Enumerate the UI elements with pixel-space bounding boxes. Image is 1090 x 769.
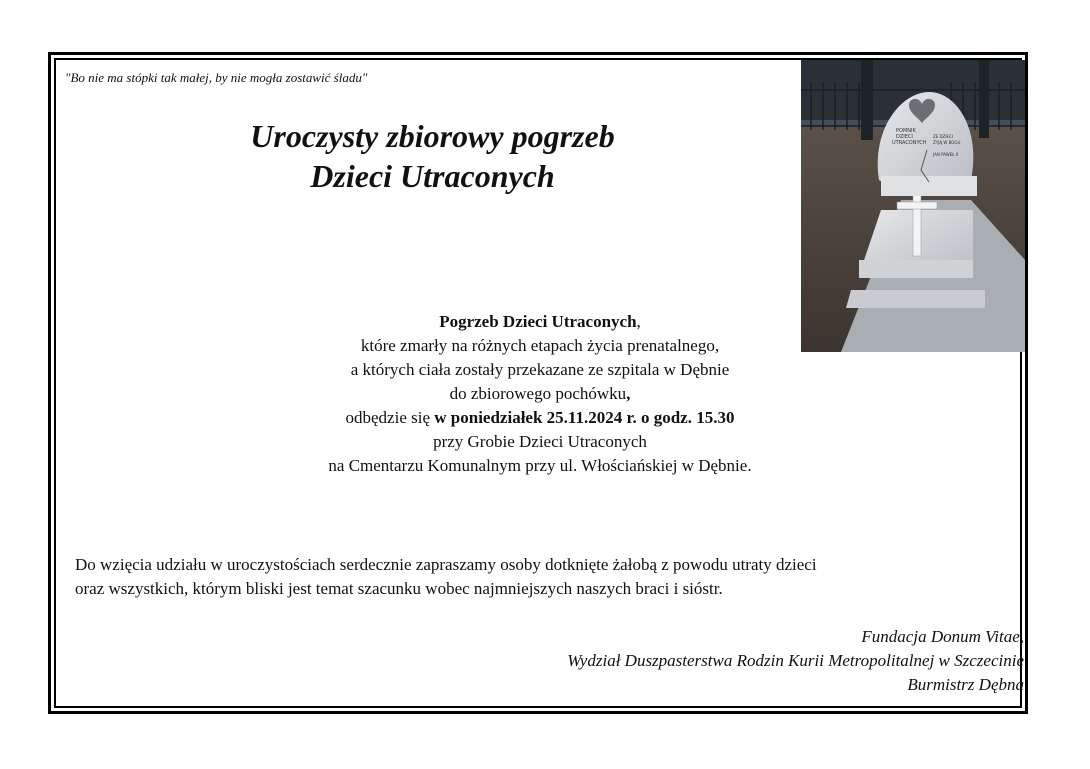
invitation-line-1: Do wzięcia udziału w uroczystościach serdecznie zapraszamy osoby dotknięte żałobą z powodu utraty dzieci bbox=[75, 555, 817, 574]
svg-text:UTRACONYCH: UTRACONYCH bbox=[892, 140, 927, 146]
signature-mayor: Burmistrz Dębna bbox=[907, 675, 1024, 694]
svg-text:JAN PAWEŁ II: JAN PAWEŁ II bbox=[933, 152, 959, 157]
event-date-time: w poniedziałek 25.11.2024 r. o godz. 15.30 bbox=[434, 408, 735, 427]
signature-curia: Wydział Duszpasterstwa Rodzin Kurii Metropolitalnej w Szczecinie bbox=[567, 651, 1024, 670]
svg-text:ŻYJĄ W BOGU: ŻYJĄ W BOGU bbox=[933, 140, 961, 145]
monument-illustration bbox=[801, 60, 1025, 352]
title-line-2: Dzieci Utraconych bbox=[310, 158, 555, 194]
announcement-line-2: które zmarły na różnych etapach życia prenatalnego, bbox=[360, 336, 720, 355]
announcement-line-7: na Cmentarzu Komunalnym przy ul. Włościańskiej w Dębnie. bbox=[328, 456, 752, 475]
announcement-line-4: do zbiorowego pochówku, bbox=[449, 384, 631, 403]
motto: "Bo nie ma stópki tak małej, by nie mogła zostawić śladu" bbox=[65, 70, 368, 85]
announcement-block bbox=[240, 310, 840, 478]
announcement-line-3: a których ciała zostały przekazane ze szpitala w Dębnie bbox=[350, 360, 730, 379]
invitation-line-2: oraz wszystkich, którym bliski jest temat szacunku wobec najmniejszych naszych braci i sióstr. bbox=[75, 579, 723, 598]
announcement-subject: Pogrzeb Dzieci Utraconych bbox=[439, 312, 637, 331]
page-title bbox=[180, 116, 685, 196]
signatures bbox=[567, 625, 1024, 697]
announcement-line-6: przy Grobie Dzieci Utraconych bbox=[433, 432, 647, 451]
announcement-line-1: Pogrzeb Dzieci Utraconych, bbox=[439, 312, 641, 331]
title-line-1: Uroczysty zbiorowy pogrzeb bbox=[250, 118, 615, 154]
svg-text:ZE DZIECI: ZE DZIECI bbox=[933, 134, 954, 139]
invitation-paragraph bbox=[75, 553, 1010, 601]
svg-text:POMNIK: POMNIK bbox=[896, 128, 916, 134]
announcement-line-5: odbędzie się w poniedziałek 25.11.2024 r. o godz. 15.30 bbox=[345, 408, 735, 427]
grave-monument-photo bbox=[801, 60, 1025, 352]
signature-foundation: Fundacja Donum Vitae, bbox=[861, 627, 1024, 646]
svg-text:DZIECI: DZIECI bbox=[896, 134, 913, 140]
